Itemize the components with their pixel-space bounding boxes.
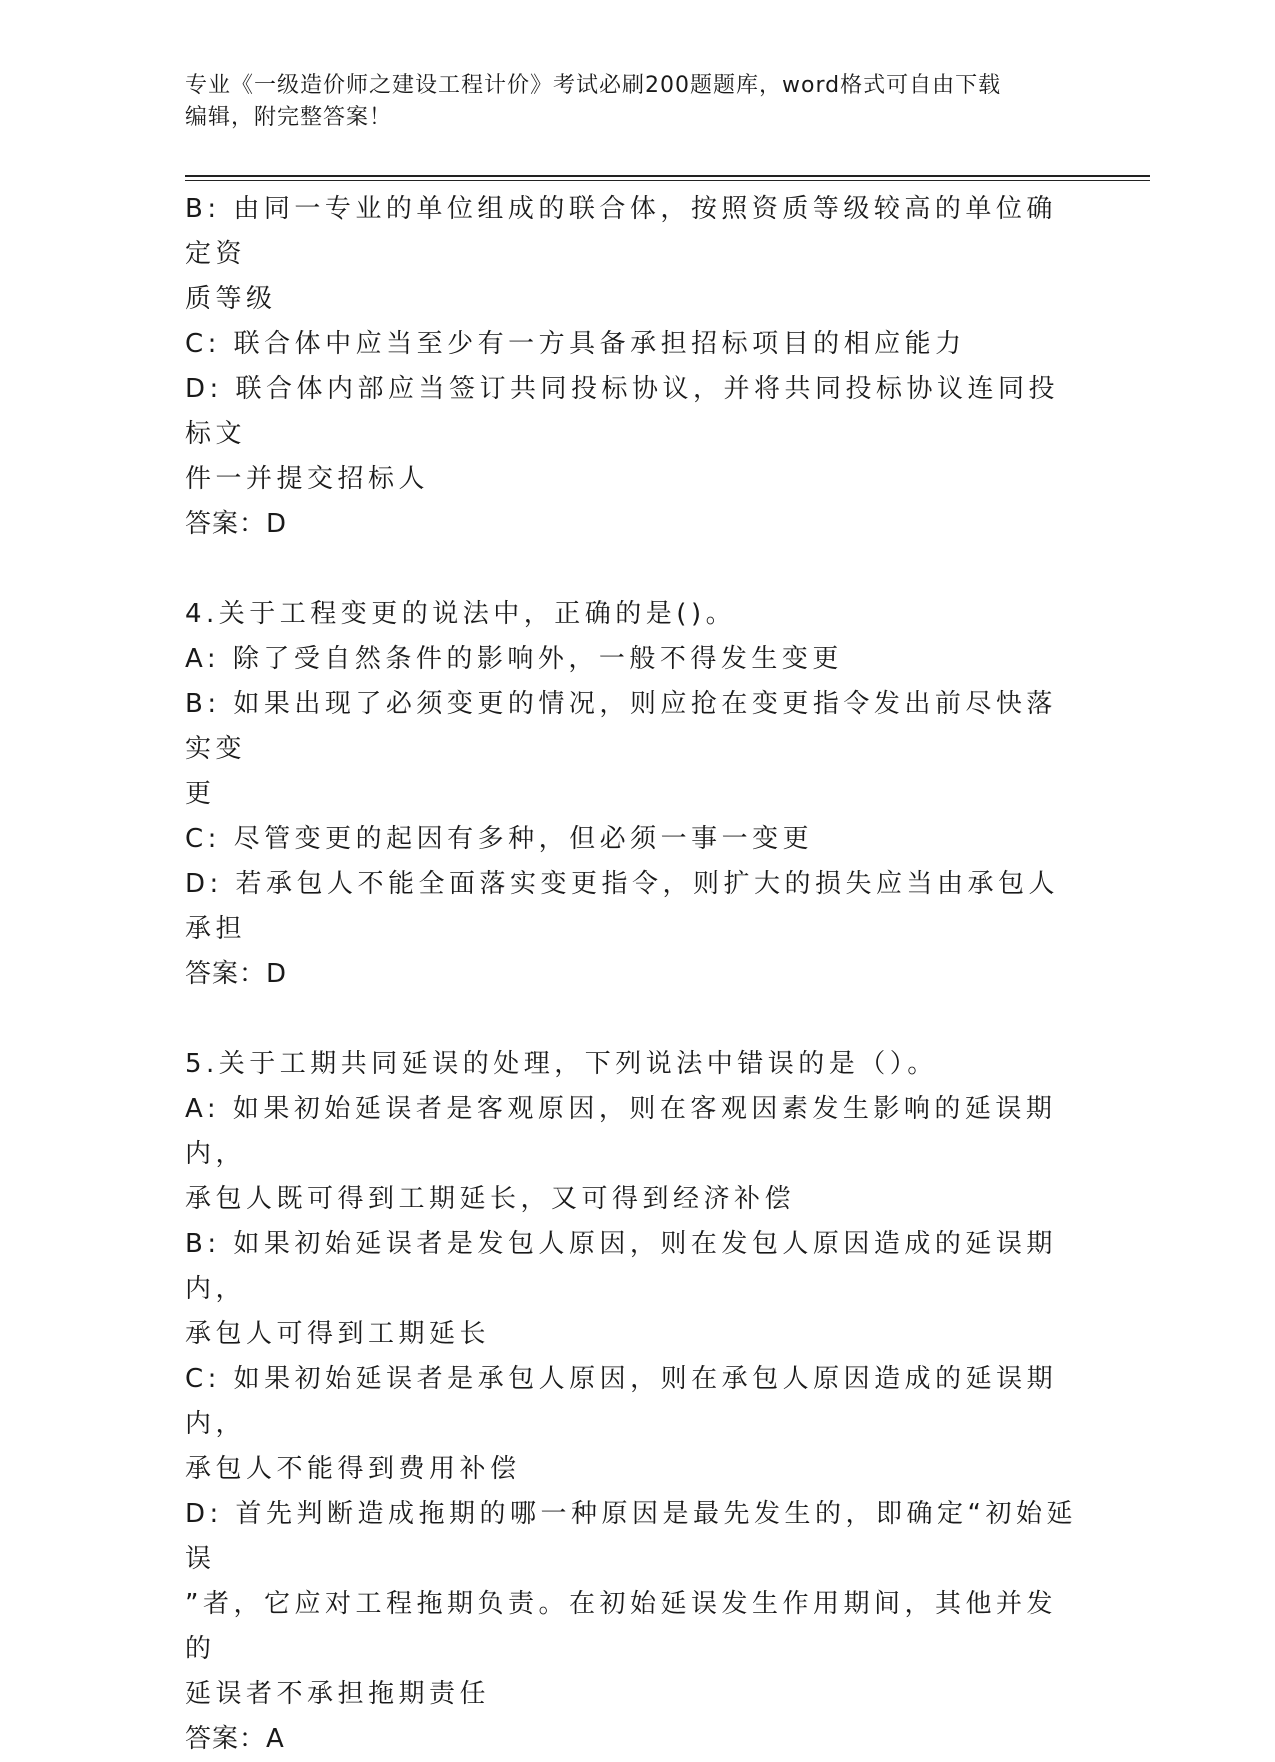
header-title-line-2: 编辑，附完整答案！ — [185, 105, 393, 130]
q5-option-a-line-2: 承包人既可得到工期延长，又可得到经济补偿 — [185, 1184, 796, 1214]
q5-option-d-line-2: ”者，它应对工程拖期负责。在初始延误发生作用期间，其他并发的 — [185, 1589, 1057, 1664]
q4-stem: 4.关于工程变更的说法中，正确的是()。 — [185, 599, 737, 629]
q5-option-d-line-3: 延误者不承担拖期责任 — [185, 1679, 491, 1709]
q4-answer: 答案：D — [185, 959, 288, 989]
q3-option-d-line-2: 件一并提交招标人 — [185, 464, 430, 494]
q5-option-a-line-1: A: 如果初始延误者是客观原因，则在客观因素发生影响的延误期内， — [185, 1094, 1057, 1169]
q3-answer: 答案：D — [185, 509, 288, 539]
q5-option-c-line-1: C: 如果初始延误者是承包人原因，则在承包人原因造成的延误期内， — [185, 1364, 1058, 1439]
header-title-line-1: 专业《一级造价师之建设工程计价》考试必刷200题题库，word格式可自由下载 — [185, 73, 1002, 98]
question-4 — [185, 592, 1085, 997]
question-content — [185, 187, 1085, 1762]
q3-option-c: C: 联合体中应当至少有一方具备承担招标项目的相应能力 — [185, 329, 966, 359]
spacer — [185, 547, 1085, 592]
q4-option-c: C: 尽管变更的起因有多种，但必须一事一变更 — [185, 824, 814, 854]
q4-option-d: D: 若承包人不能全面落实变更指令，则扩大的损失应当由承包人承担 — [185, 869, 1060, 944]
question-5 — [185, 1042, 1085, 1762]
q4-option-b-line-2: 更 — [185, 779, 216, 809]
q3-option-b-line-2: 质等级 — [185, 284, 277, 314]
q3-option-b-line-1: B: 由同一专业的单位组成的联合体，按照资质等级较高的单位确定资 — [185, 194, 1057, 269]
q4-option-b-line-1: B: 如果出现了必须变更的情况，则应抢在变更指令发出前尽快落实变 — [185, 689, 1057, 764]
header-divider-thick — [185, 175, 1150, 177]
q5-stem: 5.关于工期共同延误的处理，下列说法中错误的是（）。 — [185, 1049, 938, 1079]
q5-option-b-line-1: B: 如果初始延误者是发包人原因，则在发包人原因造成的延误期内， — [185, 1229, 1057, 1304]
q5-option-d-line-1: D: 首先判断造成拖期的哪一种原因是最先发生的，即确定“初始延误 — [185, 1499, 1078, 1574]
q4-option-a: A: 除了受自然条件的影响外，一般不得发生变更 — [185, 644, 843, 674]
page-header — [185, 70, 1065, 134]
q3-option-d-line-1: D: 联合体内部应当签订共同投标协议，并将共同投标协议连同投标文 — [185, 374, 1060, 449]
header-divider-thin — [185, 180, 1150, 181]
spacer — [185, 997, 1085, 1042]
question-3-tail — [185, 187, 1085, 547]
q5-answer: 答案：A — [185, 1724, 285, 1754]
q5-option-b-line-2: 承包人可得到工期延长 — [185, 1319, 491, 1349]
q5-option-c-line-2: 承包人不能得到费用补偿 — [185, 1454, 521, 1484]
